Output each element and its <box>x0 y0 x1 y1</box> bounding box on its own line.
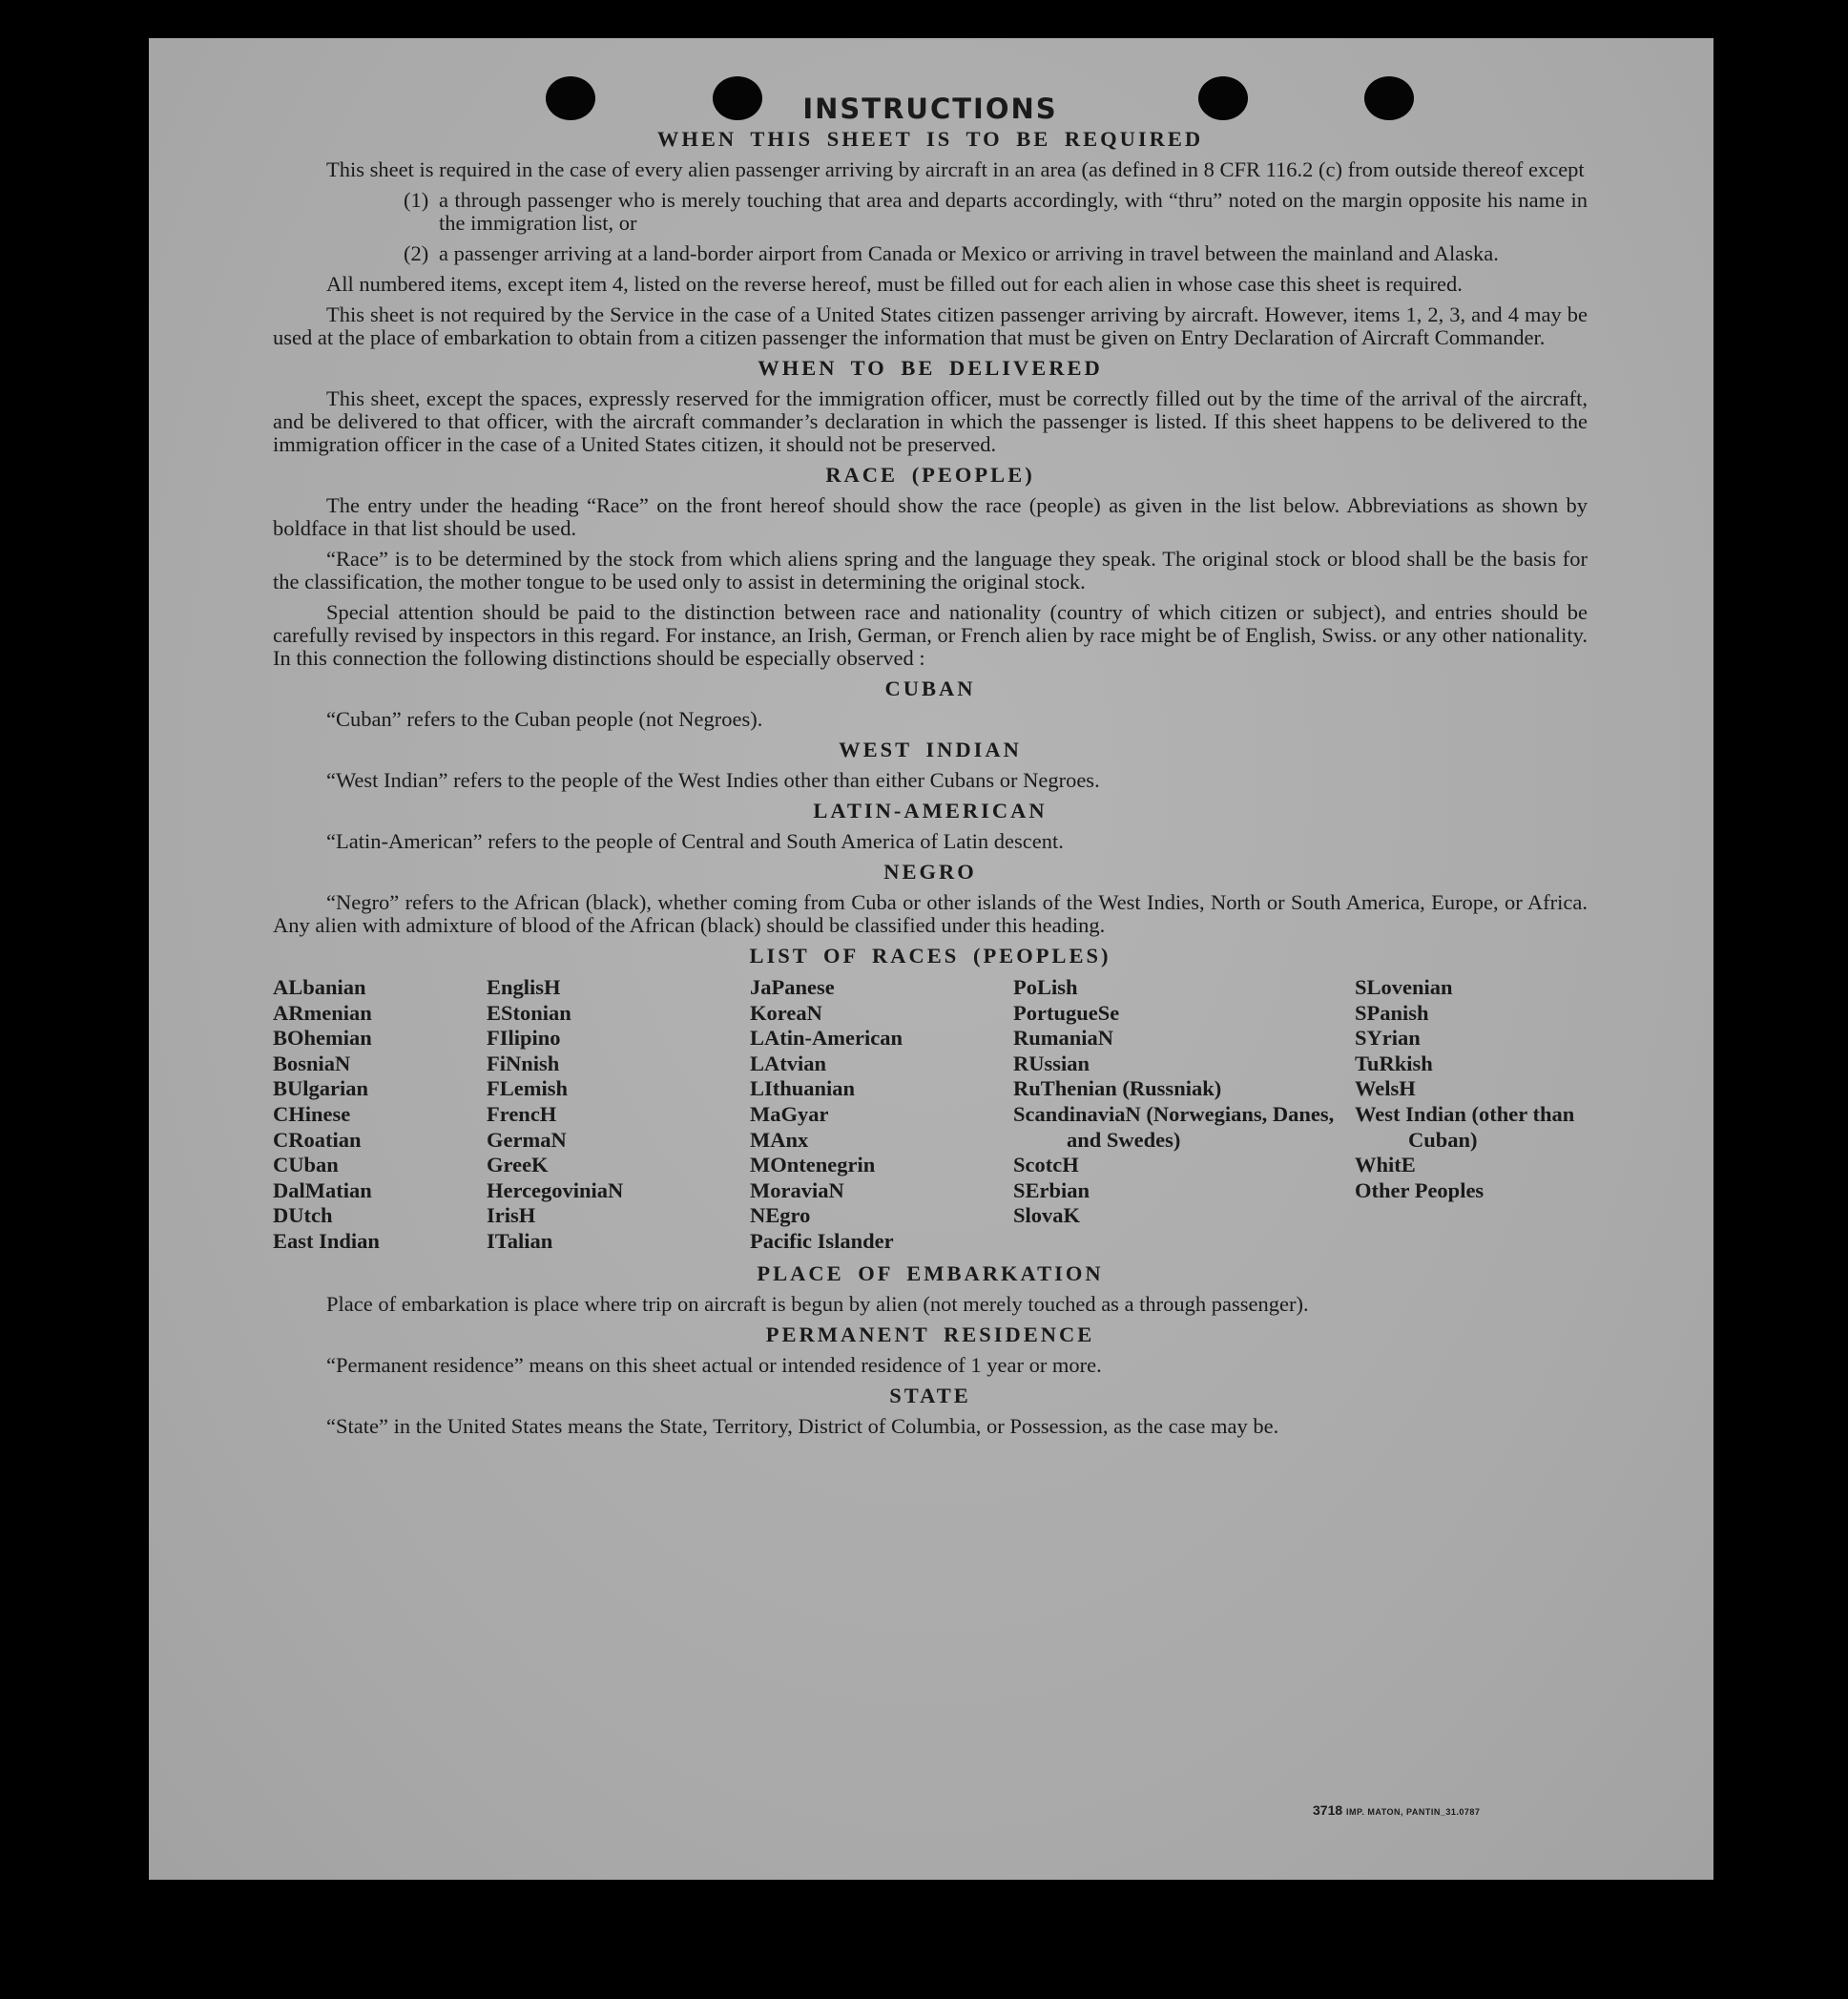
section-heading: LIST OF RACES (PEOPLES) <box>749 944 1111 968</box>
paragraph: “Negro” refers to the African (black), whether coming from Cuba or other islands of the West Indies, North or South America, Europe, or Africa. Any alien with admixture of blood of the African (black) should be classified under this heading. <box>273 890 1588 937</box>
race-item: GreeK <box>487 1153 549 1177</box>
item-text: a through passenger who is merely touching that area and departs accordingly, with “thru” noted on the margin opposite his name in the immigration list, or <box>439 188 1588 235</box>
section-heading: NEGRO <box>883 860 977 884</box>
race-item: ScandinaviaN (Norwegians, Danes, and Swedes) <box>1013 1101 1335 1152</box>
race-item: HercegoviniaN <box>487 1177 624 1202</box>
section-heading: RACE (PEOPLE) <box>825 463 1035 487</box>
item-number: (2) <box>404 241 429 265</box>
race-item: DUtch <box>273 1203 333 1228</box>
definition-text: “West Indian” refers to the people of the West Indies other than either Cubans or Negroes. <box>326 768 1100 792</box>
race-item: West Indian (other than Cuban) <box>1355 1101 1575 1152</box>
definition-text: “Cuban” refers to the Cuban people (not Negroes). <box>326 707 763 731</box>
document-sheet <box>149 38 1713 1880</box>
race-item: FLemish <box>487 1076 569 1101</box>
paragraph: All numbered items, except item 4, listed on the reverse hereof, must be filled out for each alien in whose case this sheet is required. <box>326 272 1463 296</box>
race-item: NEgro <box>750 1203 811 1228</box>
race-item: JaPanese <box>750 975 835 999</box>
paragraph: This sheet is required in the case of every alien passenger arriving by aircraft in an area (as defined in 8 CFR 116.2 (c) from outside thereof except <box>326 157 1585 181</box>
race-item: WelsH <box>1355 1076 1416 1101</box>
race-column <box>1013 975 1355 1255</box>
race-item: Pacific Islander <box>750 1228 894 1253</box>
race-item: GermaN <box>487 1127 567 1152</box>
race-item: CUban <box>273 1153 339 1177</box>
section-heading: CUBAN <box>884 677 976 700</box>
section-heading: LATIN-AMERICAN <box>813 799 1048 823</box>
race-item: ITalian <box>487 1228 553 1253</box>
race-column <box>750 975 1013 1255</box>
race-item: MOntenegrin <box>750 1153 876 1177</box>
section-heading: WEST INDIAN <box>839 738 1022 761</box>
race-column <box>273 975 487 1255</box>
race-item: FrencH <box>487 1101 557 1126</box>
race-item: ALbanian <box>273 975 366 999</box>
race-item: SYrian <box>1355 1026 1421 1051</box>
race-item: MoraviaN <box>750 1177 844 1202</box>
paragraph: Special attention should be paid to the distinction between race and nationality (country of which citizen or subject), and entries should be carefully revised by inspectors in this regard. For instance, an Irish, German, or French alien by race might be of English, Swiss. or any other nationality. In this connection the following distinctions should be especially observed : <box>273 600 1588 670</box>
item-text: a passenger arriving at a land-border airport from Canada or Mexico or arriving in travel between the mainland and Alaska. <box>439 241 1499 265</box>
race-item: TuRkish <box>1355 1051 1433 1075</box>
race-item: EnglisH <box>487 975 561 999</box>
race-item: RumaniaN <box>1013 1026 1114 1051</box>
race-item: East Indian <box>273 1228 380 1253</box>
paragraph: This sheet is not required by the Service in the case of a United States citizen passenger arriving by aircraft. However, items 1, 2, 3, and 4 may be used at the place of embarkation to obtain from a citizen passenger the information that must be given on Entry Declaration of Aircraft Commander. <box>273 302 1588 349</box>
race-column <box>487 975 750 1255</box>
race-column <box>1355 975 1588 1255</box>
race-item: SErbian <box>1013 1177 1090 1202</box>
list-item <box>404 242 1588 265</box>
race-item: BOhemian <box>273 1026 372 1051</box>
race-item: Other Peoples <box>1355 1177 1485 1202</box>
race-item: SlovaK <box>1013 1203 1081 1228</box>
race-item: LAtvian <box>750 1051 827 1075</box>
race-item: CHinese <box>273 1101 351 1126</box>
race-item: SLovenian <box>1355 975 1453 999</box>
race-item: ScotcH <box>1013 1153 1079 1177</box>
race-item: MaGyar <box>750 1101 829 1126</box>
race-item: LAtin-American <box>750 1026 903 1051</box>
print-footer <box>1313 1802 1480 1818</box>
paragraph: “Race” is to be determined by the stock from which aliens spring and the language they speak. The original stock or blood shall be the basis for the classification, the mother tongue to be used only to assist in determining the original stock. <box>273 547 1588 593</box>
race-item: KoreaN <box>750 1000 822 1025</box>
race-list <box>273 975 1588 1255</box>
form-number: 3718 <box>1313 1802 1343 1818</box>
race-item: MAnx <box>750 1127 809 1152</box>
page-title: INSTRUCTIONS <box>802 93 1058 125</box>
section-heading: PERMANENT RESIDENCE <box>765 1322 1095 1346</box>
race-item: BUlgarian <box>273 1076 369 1101</box>
definition-text: “Latin-American” refers to the people of Central and South America of Latin descent. <box>326 829 1064 853</box>
section-heading: WHEN TO BE DELIVERED <box>758 356 1103 380</box>
race-item: LIthuanian <box>750 1076 856 1101</box>
race-item: SPanish <box>1355 1000 1429 1025</box>
definition-text: “Permanent residence” means on this sheet actual or intended residence of 1 year or more. <box>326 1352 1102 1377</box>
paragraph: Place of embarkation is place where trip on aircraft is begun by alien (not merely touched as a through passenger). <box>326 1291 1309 1316</box>
race-item: PortugueSe <box>1013 1000 1120 1025</box>
race-item: IrisH <box>487 1203 536 1228</box>
item-number: (1) <box>404 188 429 212</box>
race-item: FiNnish <box>487 1051 560 1075</box>
definition-text: “State” in the United States means the State, Territory, District of Columbia, or Possession, as the case may be. <box>326 1413 1279 1438</box>
race-item: CRoatian <box>273 1127 362 1152</box>
race-item: BosniaN <box>273 1051 351 1075</box>
race-item: RUssian <box>1013 1051 1090 1075</box>
race-item: PoLish <box>1013 975 1078 999</box>
race-item: FIlipino <box>487 1026 561 1051</box>
race-item: ARmenian <box>273 1000 372 1025</box>
race-item: DalMatian <box>273 1177 372 1202</box>
race-item: WhitE <box>1355 1153 1416 1177</box>
list-item <box>404 189 1588 235</box>
instructions-content <box>273 93 1588 1446</box>
section-heading: WHEN THIS SHEET IS TO BE REQUIRED <box>656 127 1204 151</box>
paragraph: This sheet, except the spaces, expressly reserved for the immigration officer, must be correctly filled out by the time of the arrival of the aircraft, and be delivered to that officer, with the aircraft commander’s declaration in which the passenger is listed. If this sheet happens to be delivered to the immigration officer in the case of a United States citizen, it should not be preserved. <box>273 386 1588 456</box>
section-heading: PLACE OF EMBARKATION <box>757 1260 1104 1285</box>
section-heading: STATE <box>889 1383 971 1407</box>
printer-credit: IMP. MATON, PANTIN_31.0787 <box>1346 1807 1481 1817</box>
race-item: EStonian <box>487 1000 571 1025</box>
race-item: RuThenian (Russniak) <box>1013 1076 1222 1101</box>
paragraph: The entry under the heading “Race” on the front hereof should show the race (people) as given in the list below. Abbreviations as shown by boldface in that list should be used. <box>273 493 1588 540</box>
